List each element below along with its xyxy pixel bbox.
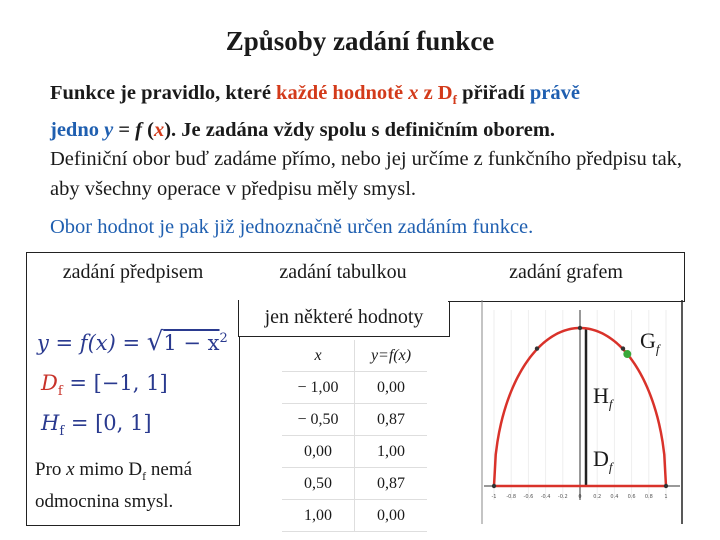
graph-label-d: $D_f$: [593, 446, 613, 475]
graph-point: [535, 346, 539, 350]
x-tick-label: -0.8: [506, 494, 517, 500]
x-tick-label: 0: [578, 494, 582, 500]
x-tick-label: -0.2: [557, 494, 568, 500]
graph-point: [492, 484, 496, 488]
table-row: 1,00 0,00: [282, 500, 427, 532]
table-header-y: y=f(x): [355, 340, 428, 372]
page-title: Způsoby zadání funkce: [225, 26, 495, 56]
graph-point: [578, 326, 582, 330]
x-tick-label: 0.2: [593, 494, 602, 500]
only-some-values-label: jen některé hodnoty: [238, 300, 450, 337]
formula-panel: [26, 252, 240, 526]
range-paragraph: Obor hodnot je pak již jednoznačně určen zadáním funkce.: [50, 216, 534, 238]
table-row: 0,00 1,00: [282, 436, 427, 468]
x-tick-label: 0.8: [644, 494, 653, 500]
range-formula: $H_f = [0$, 1]: [41, 411, 152, 440]
x-tick-label: 1: [664, 494, 668, 500]
note-outside-domain: Pro x mimo $D_f$ nemá odmocnina smysl.: [35, 459, 193, 512]
intro-paragraph: Funkce je pravidlo, které každé hodnotě x z $D_f$ přiřadí právě jedno y = f (x). Je zadána vždy spolu s definičním oborem.: [50, 82, 580, 142]
table-panel-header: [238, 252, 449, 302]
graph-point: [664, 484, 668, 488]
definition-paragraph: Definiční obor buď zadáme přímo, nebo jej určíme z funkčního předpisu tak, aby všechny operace v předpisu měly smysl.: [50, 148, 683, 200]
x-tick-label: 0.6: [627, 494, 636, 500]
table-row: − 1,00 0,00: [282, 372, 427, 404]
graph-label-h: $H_f$: [593, 383, 613, 412]
x-tick-labels: [492, 494, 668, 500]
x-tick-label: 0.4: [610, 494, 619, 500]
column-heading-graph: zadání grafem: [509, 261, 623, 283]
table-row: 0,50 0,87: [282, 468, 427, 500]
domain-formula: $D_f = [-1$, 1]: [41, 371, 168, 400]
function-formula: $y = f(x) = √1 - x^2$: [37, 327, 228, 357]
x-tick-label: -1: [491, 494, 497, 500]
highlight-point: [623, 350, 631, 358]
table-header-x: x: [282, 340, 355, 372]
graph-panel-header: [448, 252, 685, 302]
column-heading-formula: zadání předpisem: [62, 261, 204, 283]
table-header-row: [282, 340, 427, 372]
x-tick-label: -0.6: [523, 494, 534, 500]
graph-point: [621, 346, 625, 350]
graph-label-g: $G_f$: [640, 328, 660, 357]
column-heading-table: zadání tabulkou: [279, 261, 407, 283]
value-table: [282, 340, 427, 532]
x-tick-label: -0.4: [540, 494, 551, 500]
table-row: − 0,50 0,87: [282, 404, 427, 436]
